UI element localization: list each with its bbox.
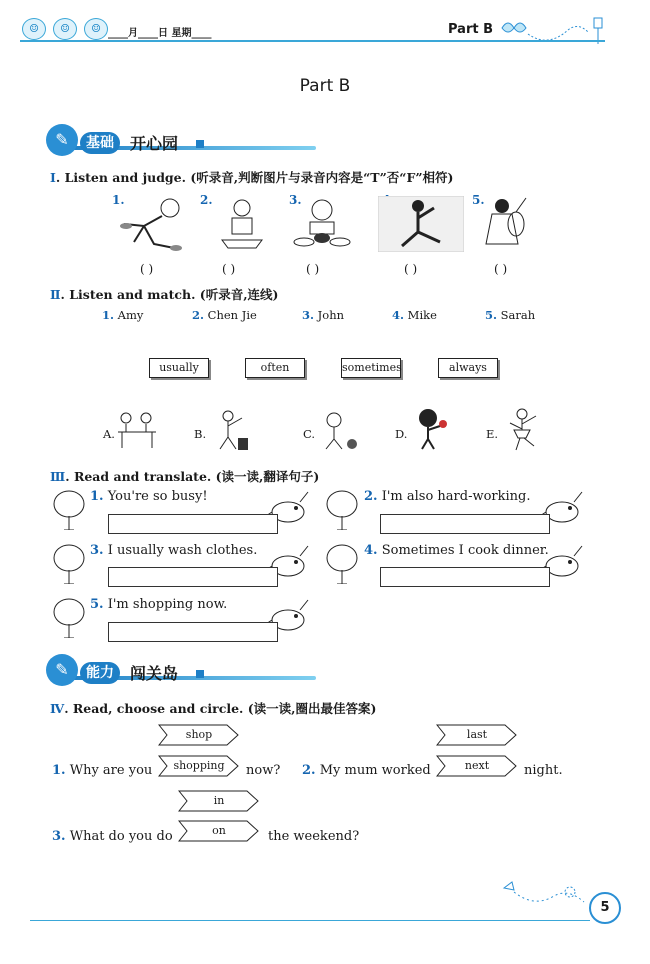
banner-basic [46, 128, 306, 158]
tree-icon [325, 490, 359, 530]
option-letter: C. [303, 427, 316, 441]
boy-eating-picture [290, 196, 354, 252]
banner-square [196, 140, 204, 148]
translation-answer-box[interactable] [108, 622, 278, 642]
footer-bird-decoration-icon [500, 878, 590, 908]
section-4-heading: Ⅳ. Read, choose and circle. (读一读,圈出最佳答案) [50, 701, 377, 716]
family-at-table-picture [114, 408, 160, 452]
banner-pill: 能力 [80, 662, 120, 684]
banner-pill: 基础 [80, 132, 120, 154]
question-2-post: night. [524, 763, 563, 778]
item-number: 1. [112, 193, 125, 207]
question-3-post: the weekend? [268, 829, 360, 844]
option-shop[interactable]: shop [185, 728, 213, 741]
translate-sentence: 2. I'm also hard-working. [364, 489, 531, 504]
frequency-word-box: sometimes [341, 358, 401, 378]
header-rule [20, 40, 605, 42]
tree-icon [52, 598, 86, 638]
boy-playing-pingpong-picture [408, 406, 448, 452]
option-on[interactable]: on [212, 824, 226, 837]
banner-ability [46, 658, 306, 688]
translation-answer-box[interactable] [380, 514, 550, 534]
smiley-face-icon: ☺ [53, 18, 77, 40]
option-in[interactable]: in [213, 794, 225, 807]
footer-rule [30, 920, 590, 921]
banner-title: 开心园 [130, 134, 179, 153]
person-cleaning-picture [208, 408, 250, 452]
feather-icon: ✎ [46, 124, 78, 156]
frequency-word-box: often [245, 358, 305, 378]
boy-with-toys-picture [316, 408, 362, 452]
feather-icon: ✎ [46, 654, 78, 686]
option-shopping[interactable]: shopping [173, 759, 225, 772]
student-name: 3. John [302, 308, 345, 322]
date-line: ____月____日 星期____ [108, 28, 212, 39]
option-letter: B. [194, 427, 207, 441]
banner-title: 闯关岛 [130, 664, 179, 683]
banner-square [196, 670, 204, 678]
smiley-face-icon: ☺ [84, 18, 108, 40]
translate-sentence: 4. Sometimes I cook dinner. [364, 543, 549, 558]
question-1-pre: 1. Why are you [52, 763, 153, 778]
answer-paren[interactable]: ( ) [494, 262, 508, 276]
translate-sentence: 5. I'm shopping now. [90, 597, 228, 612]
answer-paren[interactable]: ( ) [222, 262, 236, 276]
option-next[interactable]: next [464, 759, 490, 772]
girl-dancing-picture [500, 406, 546, 452]
question-1-post: now? [246, 763, 281, 778]
translate-sentence: 3. I usually wash clothes. [90, 543, 258, 558]
tree-icon [52, 490, 86, 530]
section-1-heading: Ⅰ. Listen and judge. (听录音,判断图片与录音内容是“T”否“F”相符) [50, 170, 454, 185]
answer-paren[interactable]: ( ) [404, 262, 418, 276]
frequency-word-box: always [438, 358, 498, 378]
frequency-word-box: usually [149, 358, 209, 378]
section-3-heading: Ⅲ. Read and translate. (读一读,翻译句子) [50, 469, 320, 484]
skating-boy-picture [114, 196, 196, 252]
student-name: 1. Amy [102, 308, 144, 322]
student-name: 4. Mike [392, 308, 437, 322]
option-letter: E. [486, 427, 499, 441]
translation-answer-box[interactable] [380, 567, 550, 587]
section-2-heading: Ⅱ. Listen and match. (听录音,连线) [50, 287, 279, 302]
question-2-pre: 2. My mum worked [302, 763, 431, 778]
item-number: 3. [289, 193, 302, 207]
boy-drawing-picture [216, 196, 266, 252]
option-letter: D. [395, 427, 408, 441]
student-name: 2. Chen Jie [192, 308, 257, 322]
translation-answer-box[interactable] [108, 567, 278, 587]
man-kungfu-picture [378, 196, 464, 252]
option-last[interactable]: last [466, 728, 488, 741]
answer-paren[interactable]: ( ) [306, 262, 320, 276]
answer-paren[interactable]: ( ) [140, 262, 154, 276]
question-3-pre: 3. What do you do [52, 829, 173, 844]
header-part-label: Part B [448, 22, 494, 37]
girl-playing-pipa-picture [480, 196, 536, 252]
item-number: 2. [200, 193, 213, 207]
student-name: 5. Sarah [485, 308, 536, 322]
smiley-face-icon: ☺ [22, 18, 46, 40]
tree-icon [52, 544, 86, 584]
tree-icon [325, 544, 359, 584]
item-number: 5. [472, 193, 485, 207]
page-number: 5 [589, 892, 621, 924]
page-title: Part B [299, 76, 351, 96]
option-letter: A. [103, 427, 115, 441]
translation-answer-box[interactable] [108, 514, 278, 534]
translate-sentence: 1. You're so busy! [90, 489, 208, 504]
